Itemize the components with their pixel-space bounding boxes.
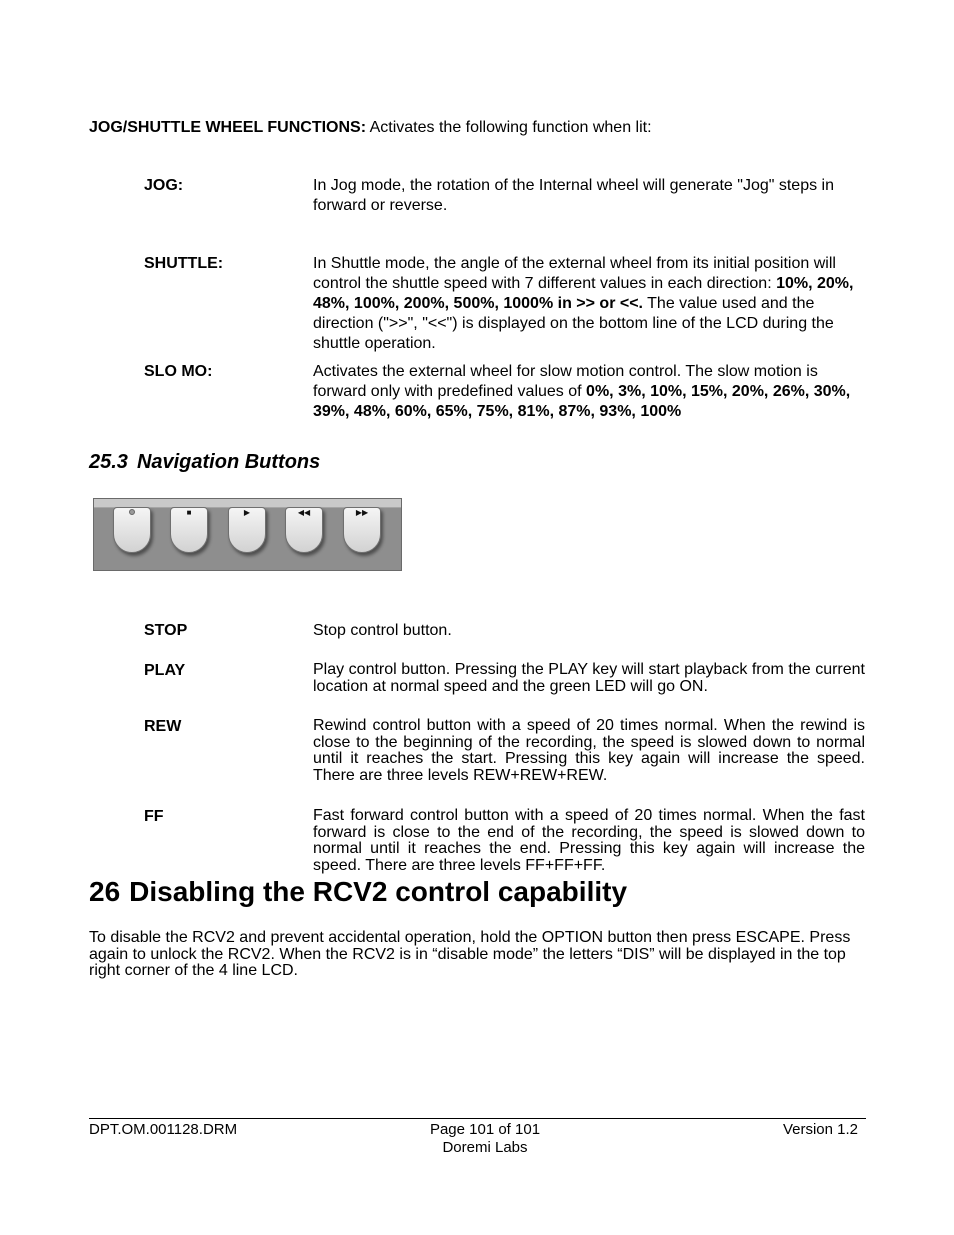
section-26-body: To disable the RCV2 and prevent accidental operation, hold the OPTION button then press ESCAPE. Press again to unlock the RCV2. When the RCV2 is in “disable mode” the letters “DIS” will be displayed in the top right corner of the 4 line LCD. [89,929,851,980]
record-button[interactable] [113,507,151,555]
fast-forward-icon: ▶▶ [355,508,369,517]
rewind-icon: ◀◀ [297,508,311,517]
slo-mo-definition-text: Activates the external wheel for slow motion control. The slow motion is forward only with predefined values of [313,363,818,400]
section-25-3-heading [89,449,320,475]
shuttle-definition-text: In Shuttle mode, the angle of the external wheel from its initial position will control the shuttle speed with 7 different values in each direction: [313,255,836,292]
rew-definition: Rewind control button with a speed of 20 times normal. When the rewind is close to the beginning of the recording, the speed is slowed down to normal until it reaches the start. Pressing this key again will increase the speed. There are three levels REW+REW+REW. [313,717,865,784]
shuttle-definition-text-2: The value used and the direction (">>", "<<") is displayed on the bottom line of the LCD during the shuttle operation. [313,295,834,352]
footer-page-number: Page 101 of 101 [429,1121,541,1138]
ff-definition: Fast forward control button with a speed of 20 times normal. When the fast forward is close to the end of the recording, the speed is slowed down to normal until it reaches the end. Pressing this key again will increase the speed. There are three levels FF+FF+FF. [313,807,865,874]
play-definition: Play control button. Pressing the PLAY key will start playback from the current location at normal speed and the green LED will go ON. [313,661,865,695]
slo-mo-definition [313,362,865,422]
shuttle-definition [313,254,865,354]
fast-forward-button[interactable] [343,507,381,555]
jog-shuttle-intro [89,118,652,138]
play-term: PLAY [144,662,186,679]
stop-definition: Stop control button. [313,622,452,639]
stop-button[interactable] [170,507,208,555]
ff-term: FF [144,808,164,825]
footer-version: Version 1.2 [782,1121,858,1138]
jog-shuttle-heading-rest: Activates the following function when lit: [369,119,652,136]
stop-icon: ■ [186,508,192,517]
slo-mo-values: 0%, 3%, 10%, 15%, 20%, 26%, 30%, 39%, 48%, 60%, 65%, 75%, 81%, 87%, 93%, 100% [313,383,851,420]
section-26-title: Disabling the RCV2 control capability [129,876,628,907]
footer-divider [89,1118,866,1119]
navigation-button-panel [93,498,402,571]
jog-shuttle-heading: JOG/SHUTTLE WHEEL FUNCTIONS: [89,119,367,136]
section-number: 25.3 [89,451,128,473]
section-title: Navigation Buttons [136,451,321,473]
footer-company: Doremi Labs [442,1139,528,1156]
jog-definition [313,176,865,216]
play-icon: ▶ [243,508,251,517]
footer-center [385,1121,585,1157]
section-26-heading [89,874,627,910]
jog-definition-text: In Jog mode, the rotation of the Internal wheel will generate "Jog" steps in forward or reverse. [313,177,834,214]
jog-term: JOG: [144,177,184,194]
rewind-button[interactable] [285,507,323,555]
rew-term: REW [144,718,182,735]
stop-term: STOP [144,622,188,639]
slo-mo-term: SLO MO: [144,363,213,380]
shuttle-speed-values: 10%, 20%, 48%, 100%, 200%, 500%, 1000% in >> or <<. [313,275,854,312]
shuttle-term: SHUTTLE: [144,255,224,272]
footer-doc-id: DPT.OM.001128.DRM [89,1121,238,1138]
play-button[interactable] [228,507,266,555]
section-26-number: 26 [89,876,121,907]
record-dot-icon [113,508,151,517]
